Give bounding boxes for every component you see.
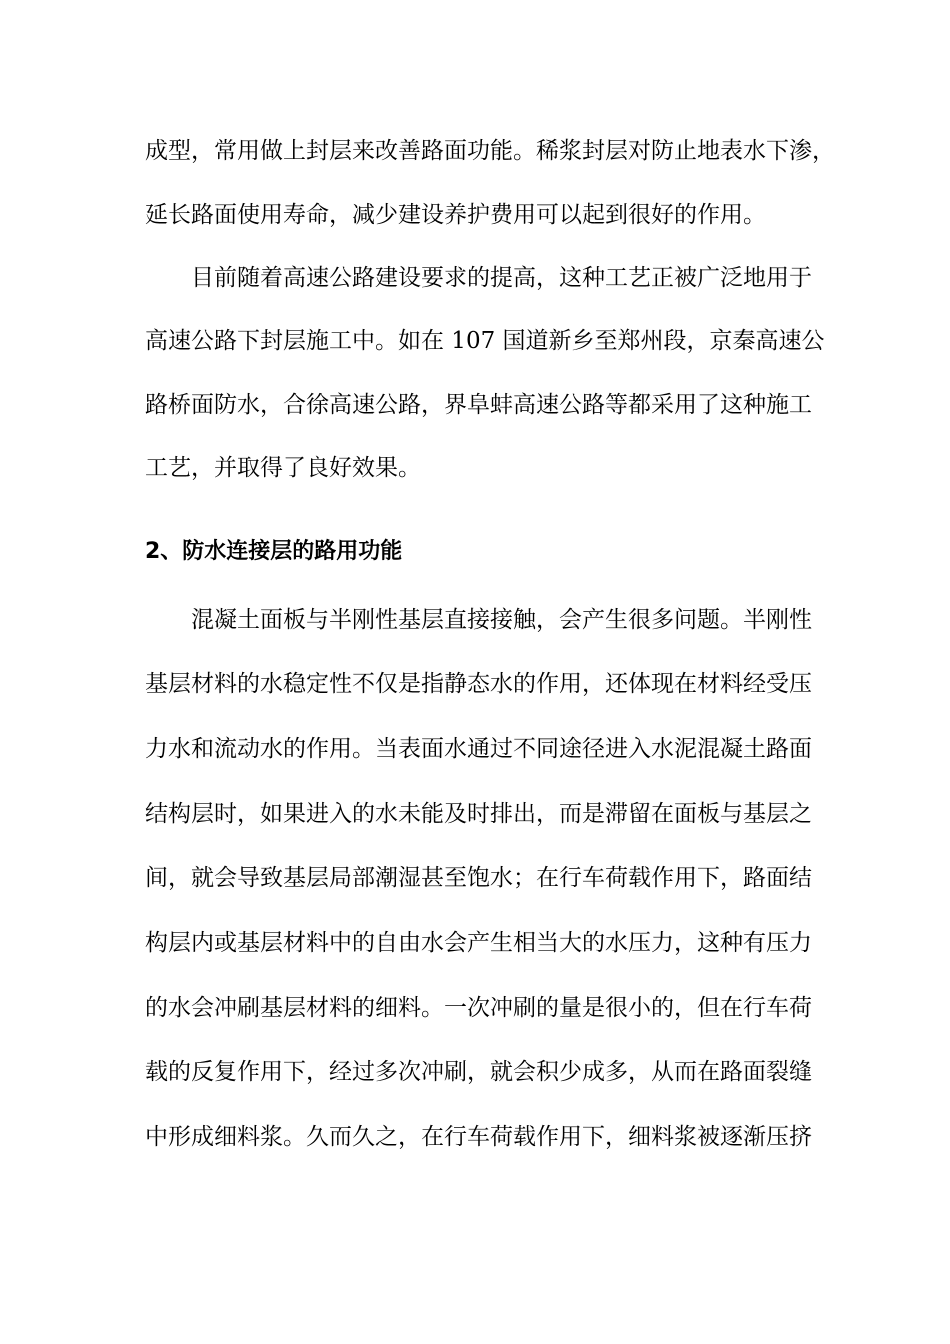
paragraph-3-line-6: 构层内或基层材料中的自由水会产生相当大的水压力，这种有压力 [145, 930, 812, 956]
paragraph-2-line-2: 高速公路下封层施工中。如在 107 国道新乡至郑州段，京秦高速公 [145, 328, 825, 354]
paragraph-3-line-9: 中形成细料浆。久而久之，在行车荷载作用下，细料浆被逐渐压挤 [145, 1124, 812, 1150]
paragraph-3-line-5: 间，就会导致基层局部潮湿甚至饱水；在行车荷载作用下，路面结 [145, 865, 812, 891]
paragraph-1-line-2: 延长路面使用寿命，减少建设养护费用可以起到很好的作用。 [145, 202, 766, 228]
paragraph-2-line-4: 工艺，并取得了良好效果。 [145, 455, 421, 481]
paragraph-3-line-8: 载的反复作用下，经过多次冲刷，就会积少成多，从而在路面裂缝 [145, 1059, 812, 1085]
paragraph-2-line-3: 路桥面防水，合徐高速公路，界阜蚌高速公路等都采用了这种施工 [145, 392, 812, 418]
paragraph-3-line-3: 力水和流动水的作用。当表面水通过不同途径进入水泥混凝土路面 [145, 736, 812, 762]
paragraph-3-line-2: 基层材料的水稳定性不仅是指静态水的作用，还体现在材料经受压 [145, 671, 812, 697]
paragraph-3-line-4: 结构层时，如果进入的水未能及时排出，而是滞留在面板与基层之 [145, 801, 812, 827]
paragraph-2-line-1: 目前随着高速公路建设要求的提高，这种工艺正被广泛地用于 [191, 265, 812, 291]
section-heading: 2、防水连接层的路用功能 [145, 539, 403, 564]
paragraph-3-line-1: 混凝土面板与半刚性基层直接接触，会产生很多问题。半刚性 [191, 607, 812, 633]
paragraph-1-line-1: 成型，常用做上封层来改善路面功能。稀浆封层对防止地表水下渗， [145, 138, 835, 164]
paragraph-3-line-7: 的水会冲刷基层材料的细料。一次冲刷的量是很小的，但在行车荷 [145, 995, 812, 1021]
